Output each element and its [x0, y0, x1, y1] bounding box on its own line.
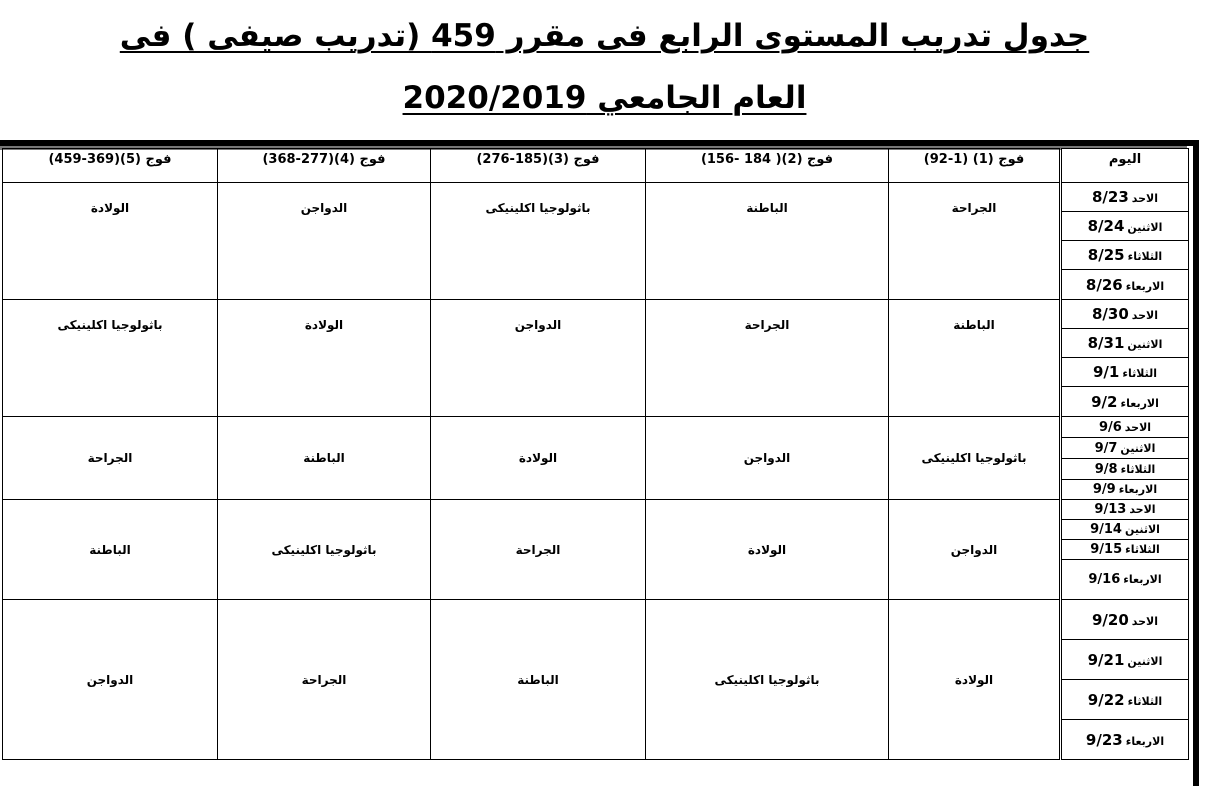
day-label [1092, 611, 1158, 629]
day-cell [1061, 720, 1189, 760]
day-cell [1061, 640, 1189, 680]
day-name: الاثنين [1120, 441, 1156, 455]
day-name: الاثنين [1127, 338, 1163, 351]
day-cell [1061, 600, 1189, 640]
day-cell [1061, 270, 1189, 300]
day-name: الاثنين [1124, 523, 1160, 536]
table-row [3, 300, 1189, 329]
course-cell-g4: الدواجن [218, 183, 431, 300]
day-date: 8/30 [1091, 305, 1129, 323]
day-label [1099, 421, 1151, 434]
day-name: الاحد [1124, 420, 1152, 434]
course-cell-g5: الدواجن [3, 600, 218, 760]
day-date: 9/7 [1094, 440, 1118, 456]
day-name: الثلاثاء [1125, 543, 1160, 556]
course-cell-g2: الباطنة [646, 183, 889, 300]
day-cell [1061, 417, 1189, 438]
course-cell-g2: الجراحة [646, 300, 889, 417]
course-cell-g5: الباطنة [3, 500, 218, 600]
course-cell-g1: الدواجن [889, 500, 1061, 600]
table-row [3, 500, 1189, 520]
day-date: 9/15 [1090, 542, 1123, 557]
day-name: الاربعاء [1125, 734, 1165, 748]
header-group-3: فوج (3)(185-276) [431, 149, 646, 183]
course-cell-g1: باثولوجيا اكلينيكى [889, 417, 1061, 500]
course-cell-g5: الولادة [3, 183, 218, 300]
course-cell-g1: الجراحة [889, 183, 1061, 300]
day-date: 8/23 [1091, 188, 1129, 206]
day-name: الثلاثاء [1120, 462, 1156, 476]
course-cell-g4: باثولوجيا اكلينيكى [218, 500, 431, 600]
day-cell [1061, 387, 1189, 417]
course-cell-g2: الولادة [646, 500, 889, 600]
page-title-line-1: جدول تدريب المستوى الرابع فى مقرر 459 (تدريب صيفى ) فى [119, 18, 1090, 54]
day-date: 8/26 [1085, 275, 1123, 294]
day-label [1094, 503, 1155, 516]
day-label [1086, 731, 1164, 749]
schedule-table [2, 148, 1189, 760]
course-cell-g3: الجراحة [431, 500, 646, 600]
day-name: الثلاثاء [1122, 367, 1157, 380]
day-cell [1061, 560, 1189, 600]
day-name: الاحد [1131, 192, 1159, 205]
table-row [3, 417, 1189, 438]
day-label [1086, 276, 1164, 294]
header-group-2: فوج (2)( 184 -156) [646, 149, 889, 183]
day-date: 9/13 [1094, 502, 1127, 517]
course-cell-g3: باثولوجيا اكلينيكى [431, 183, 646, 300]
day-name: الثلاثاء [1127, 694, 1163, 708]
day-name: الاحد [1131, 614, 1159, 628]
day-date: 9/22 [1087, 690, 1125, 709]
day-name: الاربعاء [1123, 573, 1162, 586]
course-cell-g3: الباطنة [431, 600, 646, 760]
day-date: 9/6 [1098, 419, 1122, 435]
day-cell [1061, 500, 1189, 520]
day-label [1092, 305, 1158, 323]
table-row [3, 183, 1189, 212]
day-label [1090, 543, 1160, 556]
day-date: 9/1 [1093, 363, 1120, 381]
course-cell-g5: الجراحة [3, 417, 218, 500]
day-date: 9/2 [1091, 392, 1118, 411]
day-cell [1061, 212, 1189, 241]
day-cell [1061, 329, 1189, 358]
day-label [1088, 217, 1163, 235]
day-name: الاربعاء [1118, 483, 1158, 496]
day-cell [1061, 680, 1189, 720]
table-header-row [3, 149, 1189, 183]
header-day: اليوم [1061, 149, 1189, 183]
day-date: 9/8 [1094, 461, 1118, 477]
table-row [3, 600, 1189, 640]
day-cell [1061, 480, 1189, 500]
course-cell-g5: باثولوجيا اكلينيكى [3, 300, 218, 417]
day-label [1095, 463, 1155, 476]
course-cell-g1: الباطنة [889, 300, 1061, 417]
header-group-1: فوج (1) (1-92) [889, 149, 1061, 183]
day-cell [1061, 459, 1189, 480]
header-group-4: فوج (4)(277-368) [218, 149, 431, 183]
course-cell-g3: الدواجن [431, 300, 646, 417]
course-cell-g2: باثولوجيا اكلينيكى [646, 600, 889, 760]
day-cell [1061, 300, 1189, 329]
day-label [1088, 573, 1161, 586]
day-date: 9/21 [1087, 650, 1125, 669]
day-date: 9/9 [1092, 482, 1116, 497]
day-label [1088, 334, 1163, 352]
course-cell-g4: الولادة [218, 300, 431, 417]
day-label [1088, 691, 1162, 709]
day-label [1095, 442, 1156, 455]
day-date: 9/20 [1091, 610, 1129, 629]
day-date: 9/23 [1085, 730, 1123, 749]
day-name: الاحد [1131, 309, 1159, 322]
course-cell-g4: الباطنة [218, 417, 431, 500]
course-cell-g3: الولادة [431, 417, 646, 500]
day-label [1092, 188, 1158, 206]
day-label [1091, 393, 1159, 411]
day-date: 9/14 [1090, 522, 1122, 537]
day-name: الاثنين [1127, 654, 1163, 668]
day-label [1093, 483, 1157, 496]
course-cell-g4: الجراحة [218, 600, 431, 760]
day-date: 8/31 [1087, 334, 1125, 352]
day-name: الثلاثاء [1127, 250, 1163, 263]
day-label [1093, 363, 1157, 381]
day-label [1090, 523, 1160, 536]
day-label [1088, 246, 1162, 264]
course-cell-g1: الولادة [889, 600, 1061, 760]
day-cell [1061, 183, 1189, 212]
day-name: الاربعاء [1120, 396, 1159, 410]
day-name: الاربعاء [1125, 279, 1165, 293]
day-date: 9/16 [1088, 572, 1121, 587]
day-cell [1061, 520, 1189, 540]
page-title-line-2: العام الجامعي 2020/2019 [402, 80, 807, 116]
day-name: الاحد [1129, 503, 1156, 516]
day-label [1088, 651, 1163, 669]
day-cell [1061, 241, 1189, 270]
day-cell [1061, 438, 1189, 459]
header-group-5: فوج (5)(369-459) [3, 149, 218, 183]
day-name: الاثنين [1127, 221, 1163, 234]
day-date: 8/24 [1087, 217, 1125, 235]
day-cell [1061, 358, 1189, 387]
course-cell-g2: الدواجن [646, 417, 889, 500]
day-date: 8/25 [1087, 246, 1125, 264]
day-cell [1061, 540, 1189, 560]
